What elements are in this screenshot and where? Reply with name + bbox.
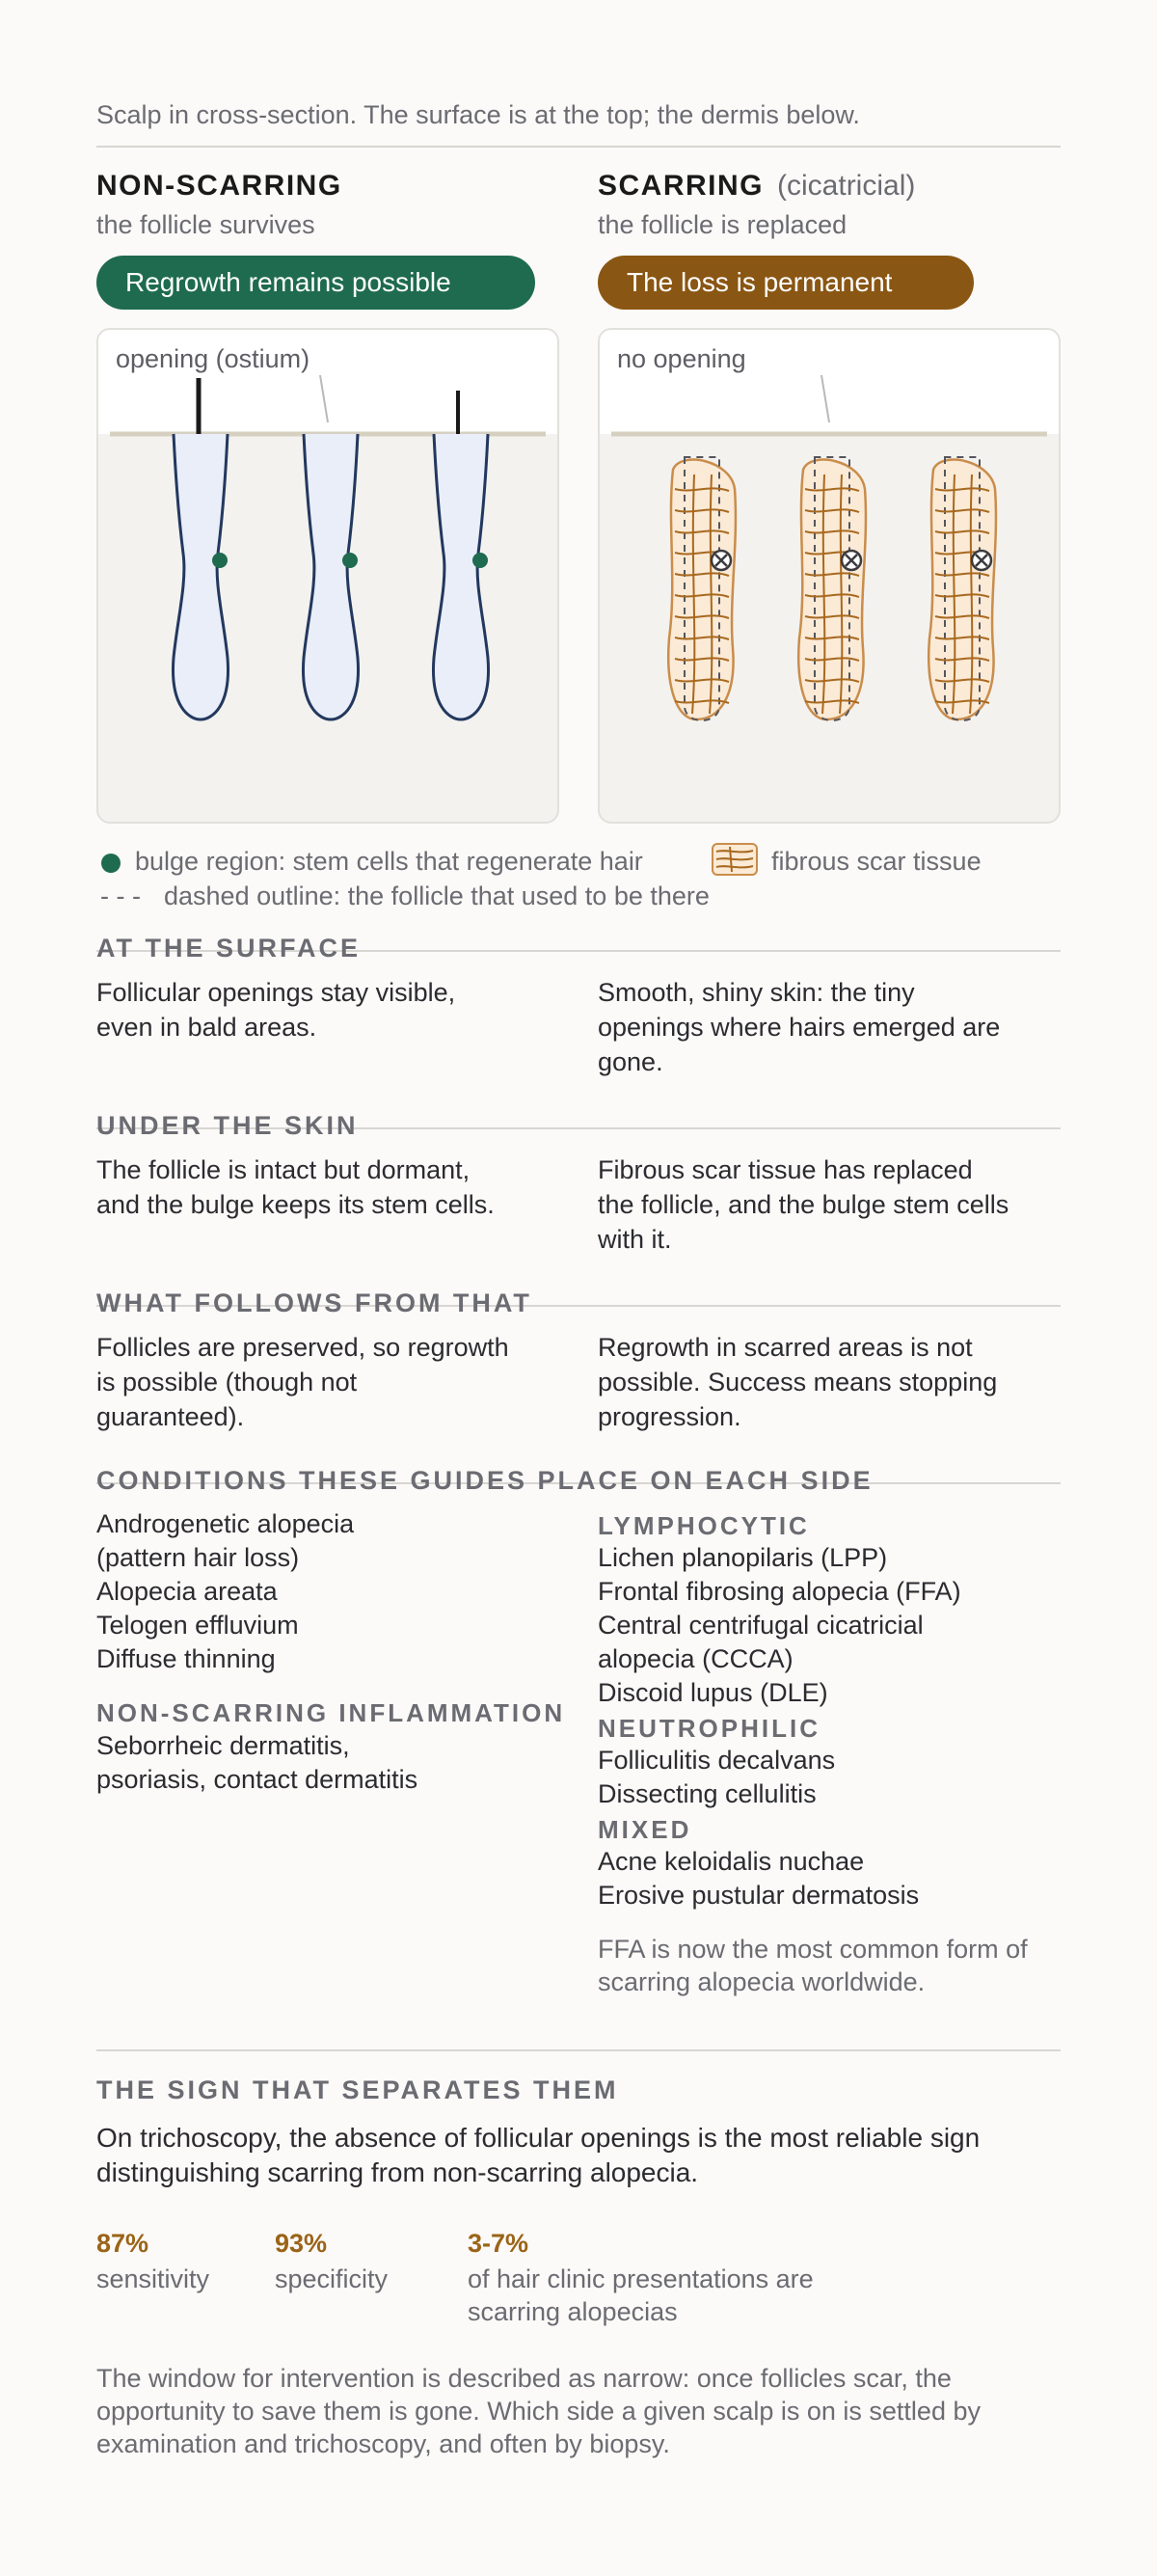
condition-item: Discoid lupus (DLE) — [598, 1678, 828, 1707]
right-heading: SCARRING (cicatricial) — [598, 170, 916, 202]
follicle-outline — [433, 434, 488, 719]
specificity-label: specificity — [275, 2264, 389, 2293]
scar-tissue-legend-icon — [711, 842, 759, 877]
section-rule — [96, 2049, 1061, 2051]
condition-item: alopecia (CCCA) — [598, 1644, 794, 1673]
condition-item: Acne keloidalis nuchae — [598, 1847, 865, 1876]
surface-scarring-text: Smooth, shiny skin: the tiny openings where hairs emerged are gone. — [598, 978, 1001, 1076]
condition-item: Alopecia areata — [96, 1577, 278, 1606]
condition-item: (pattern hair loss) — [96, 1543, 300, 1572]
condition-item: Androgenetic alopecia — [96, 1509, 355, 1538]
regrowth-pill: Regrowth remains possible — [96, 256, 535, 310]
prevalence-value: 3-7% — [468, 2229, 529, 2258]
under-skin-scarring-text: Fibrous scar tissue has replaced the follicle, and the bulge stem cells with it. — [598, 1155, 1009, 1254]
dashed-legend-symbol: - - - — [100, 881, 141, 910]
prevalence-label: of hair clinic presentations are scarring alopecias — [468, 2264, 814, 2326]
section-title-conditions: CONDITIONS THESE GUIDES PLACE ON EACH SIDE — [96, 1466, 874, 1495]
trichoscopy-lead: On trichoscopy, the absence of follicular openings is the most reliable sign distinguishing scarring from non-scarring alopecia. — [96, 2123, 981, 2187]
scarring-panel — [598, 328, 1061, 824]
non-scarring-conditions-list — [96, 1507, 354, 1676]
condition-item: psoriasis, contact dermatitis — [96, 1765, 418, 1794]
bulge-dot — [472, 553, 488, 568]
sensitivity-value: 87% — [96, 2229, 149, 2258]
section-title-consequences: WHAT FOLLOWS FROM THAT — [96, 1288, 532, 1317]
follicle — [303, 434, 358, 719]
specificity-value: 93% — [275, 2229, 328, 2258]
condition-item: Diffuse thinning — [96, 1644, 276, 1673]
mixed-list — [598, 1845, 919, 1912]
left-heading: NON-SCARRING — [96, 170, 342, 202]
section-title-surface: AT THE SURFACE — [96, 934, 362, 963]
closing-paragraph: The window for intervention is described as narrow: once follicles scar, the opportunity to save them is gone. Which side a given scalp is on is settled by examination and trichoscopy, and often by biopsy. — [96, 2364, 981, 2458]
condition-item: Central centrifugal cicatricial — [598, 1611, 924, 1640]
diagram-caption: Scalp in cross-section. The surface is at the top; the dermis below. — [96, 100, 860, 129]
condition-item: Folliculitis decalvans — [598, 1746, 836, 1775]
right-heading-paren: (cicatricial) — [777, 170, 916, 202]
neutrophilic-title: NEUTROPHILIC — [598, 1714, 821, 1743]
non-scarring-inflammation-title: NON-SCARRING INFLAMMATION — [96, 1698, 566, 1727]
scar-tissue-legend-label: fibrous scar tissue — [771, 847, 982, 876]
scar-column — [928, 457, 996, 720]
mixed-title: MIXED — [598, 1815, 692, 1844]
bulge-dot — [212, 553, 228, 568]
section-title-under-skin: UNDER THE SKIN — [96, 1111, 359, 1140]
sensitivity-label: sensitivity — [96, 2264, 210, 2293]
neutrophilic-list — [598, 1744, 835, 1811]
lymphocytic-title: LYMPHOCYTIC — [598, 1511, 810, 1540]
scar-columns — [668, 457, 996, 720]
follicle-outline — [303, 434, 358, 719]
right-subtitle: the follicle is replaced — [598, 210, 848, 239]
non-scarring-panel — [96, 328, 559, 824]
condition-item: Dissecting cellulitis — [598, 1779, 817, 1808]
non-scarring-diagram — [98, 330, 557, 822]
bulge-legend-label: bulge region: stem cells that regenerate hair — [135, 847, 643, 876]
follicle-outline — [173, 434, 228, 719]
bulge-legend-icon — [100, 853, 121, 874]
dashed-legend-label: dashed outline: the follicle that used to be there — [164, 881, 710, 910]
surface-non-scarring-text: Follicular openings stay visible, even in bald areas. — [96, 978, 456, 1042]
condition-item: Seborrheic dermatitis, — [96, 1731, 350, 1760]
condition-item: Frontal fibrosing alopecia (FFA) — [598, 1577, 961, 1606]
bulge-dot — [342, 553, 358, 568]
consequences-scarring-text: Regrowth in scarred areas is not possible. Success means stopping progression. — [598, 1333, 998, 1431]
follicle — [433, 391, 488, 719]
non-scarring-inflammation-list — [96, 1729, 417, 1797]
condition-item: Lichen planopilaris (LPP) — [598, 1543, 888, 1572]
condition-item: Erosive pustular dermatosis — [598, 1881, 920, 1910]
section-title-sign: THE SIGN THAT SEPARATES THEM — [96, 2075, 619, 2104]
left-subtitle: the follicle survives — [96, 210, 315, 239]
caption-rule — [96, 146, 1061, 148]
scarring-diagram — [600, 330, 1059, 822]
scar-column — [798, 457, 866, 720]
no-opening-label: no opening — [617, 344, 746, 373]
ffa-note: FFA is now the most common form of scarring alopecia worldwide. — [598, 1935, 1028, 1996]
condition-item: Telogen effluvium — [96, 1611, 299, 1640]
ostium-label: opening (ostium) — [116, 344, 310, 373]
under-skin-non-scarring-text: The follicle is intact but dormant, and the bulge keeps its stem cells. — [96, 1155, 495, 1219]
permanent-pill: The loss is permanent — [598, 256, 974, 310]
consequences-non-scarring-text: Follicles are preserved, so regrowth is possible (though not guaranteed). — [96, 1333, 509, 1431]
scar-column — [668, 457, 736, 720]
lymphocytic-list — [598, 1541, 961, 1710]
